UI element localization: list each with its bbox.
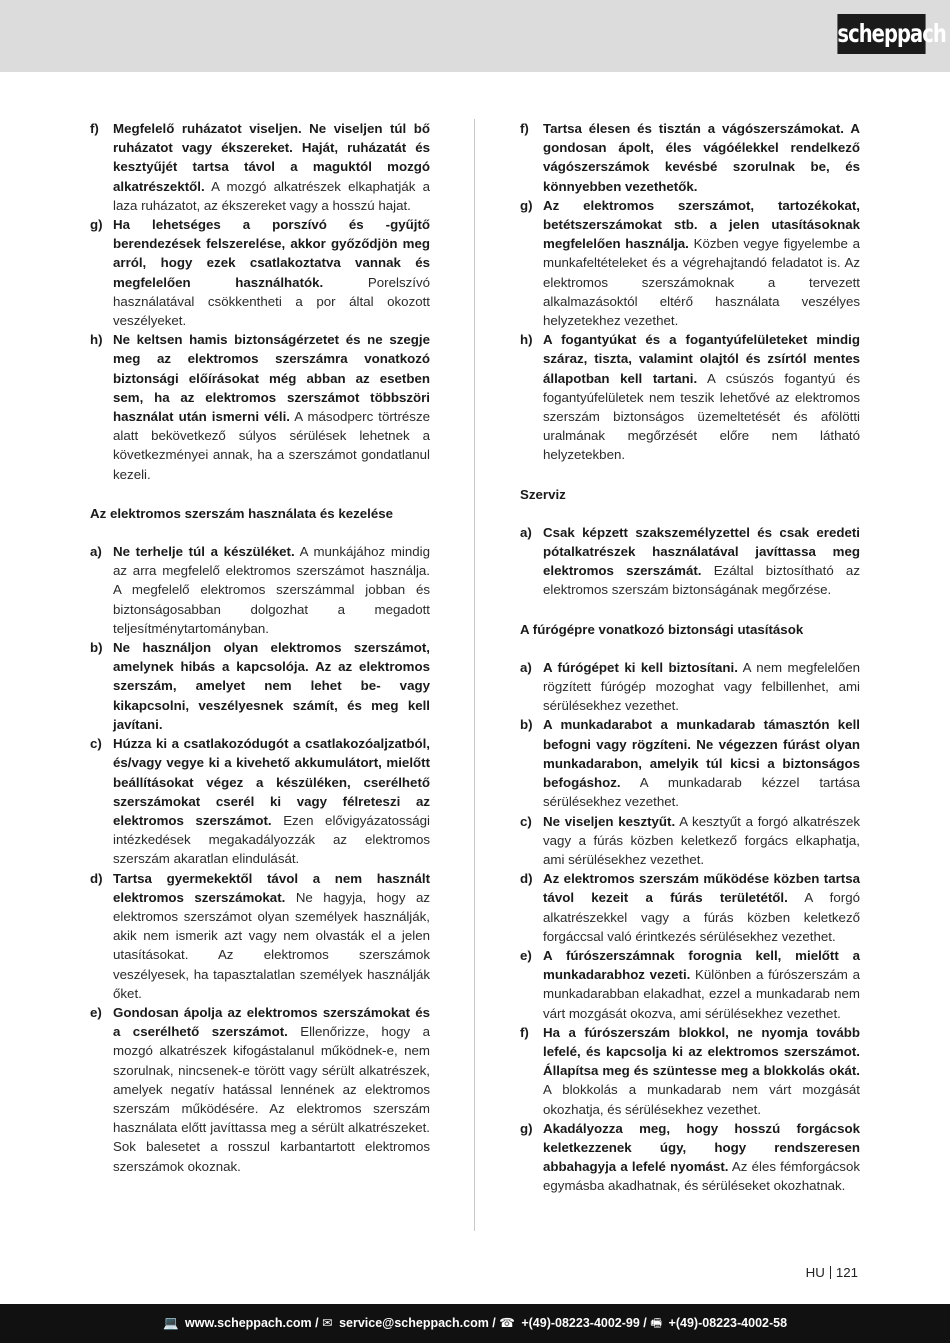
item-marker: g) [520,1120,533,1136]
item-marker: f) [520,121,529,136]
item-bold: A fúrószerszámnak forognia kell, mielőtt a munkadarabhoz vezeti. [543,947,860,983]
item-bold: Akadályozza meg, hogy hosszú forgácsok keletkezzenek úgy, hogy rendszeresen abbahagyja a lefelé nyomást. [543,1120,860,1175]
item-bold: Ne használjon olyan elektromos szerszámot, amelynek hibás a kapcsolója. Az az elektromos szerszám, amelyet nem lehet be- vagy kikapcsolni, veszélyesnek számít, és meg kell javítani. [113,640,430,732]
column-divider [474,119,475,1231]
item-text: A forgó alkatrészekkel vagy a fúrás közben keletkező forgáccsal való érintkezés sérülésekhez vezethet. [543,890,860,944]
item-marker: h) [90,332,103,348]
item-text: A blokkolás a munkadarab nem várt mozgását okozhatja, és sérülésekhez vezethet. [543,1082,860,1117]
item-bold: A munkadarabot a munkadarab támasztón kell befogni vagy rögzíteni. Ne végezzen fúrást olyan munkadarabon, amelyik túl kicsi a biztonságos befogáshoz. [543,717,860,791]
item-text: Ellenőrizze, hogy a mozgó alkatrészek kifogástalanul működnek-e, nem szorulnak, nincsenek-e törött vagy sérült alkatrészek, amelyek negatív hatással lennének az elektromos szerszám működésére. Az elektromos szerszám használata előtt javíttassa meg a sérült alkatrészeket. Sok balesetet a rosszul karbantartott elektromos szerszámok okoznak. [113,1024,430,1174]
header-bar [0,0,950,72]
list-item [90,869,430,1003]
item-marker: g) [90,217,103,233]
fax-number: +(49)-08223-4002-58 [668,1316,788,1330]
item-marker: a) [520,659,532,675]
item-marker: b) [90,640,103,656]
website-link[interactable]: www.scheppach.com / [185,1316,319,1330]
item-marker: e) [90,1004,102,1020]
item-marker: c) [520,813,532,829]
item-marker: f) [90,121,99,136]
item-text: A mozgó alkatrészek elkaphatják a laza ruházatot, az ékszereket vagy a hosszú hajat. [113,178,430,213]
list-item [520,715,860,811]
item-bold: Gondosan ápolja az elektromos szerszámokat és a cserélhető szerszámot. [113,1004,430,1040]
item-marker: b) [520,717,533,733]
list-item [520,869,860,946]
item-bold: Megfelelő ruházatot viseljen. Ne viseljen túl bő ruházatot vagy ékszereket. Haját, ruházatát és kesztyűjét tartsa távol a maguktól mozgó alkatrészektől. [113,121,430,194]
section-heading: A fúrógépre vonatkozó biztonsági utasítások [520,621,804,637]
item-text: A munkájához mindig az arra megfelelő elektromos szerszámot használja. A megfelelő elektromos szerszámmal jobban és biztonságosabban dolgozhat a megadott teljesítménytartományban. [113,544,431,636]
page-num: 121 [835,1265,858,1280]
email-link[interactable]: service@scheppach.com / [339,1316,496,1330]
fax-icon: 🖷 [650,1316,663,1330]
item-text: Ne hagyja, hogy az elektromos szerszámot olyan személyek használják, akik nem ismerik azt vagy nem olvasták el a jelen utasításokat. Az elektromos szerszámok veszélyesek, ha tapasztalatlan személyek használják őket. [113,889,430,1001]
item-text: A másodperc törtrésze alatt bekövetkező súlyos sérülések lehetnek a következményei annak, ha a szerszámot gondatlanul kezeli. [113,409,431,482]
contact-footer [0,1304,950,1343]
computer-icon: 💻 [162,1316,179,1330]
list-item [520,1119,860,1196]
section-heading: Az elektromos szerszám használata és kezelése [90,505,394,521]
list-item [520,812,860,870]
list-item [90,215,430,330]
item-bold: Az elektromos szerszám működése közben tartsa távol kezeit a fúrás területétől. [543,871,860,906]
item-marker: h) [520,332,533,348]
item-text: A munkadarab kézzel tartása sérülésekhez vezethet. [543,775,860,810]
item-text: Ezáltal biztosítható az elektromos szerszám biztonságának megőrzése. [543,563,860,598]
item-bold: Tartsa élesen és tisztán a vágószerszámokat. A gondosan ápolt, éles vágóélekkel rendelkező vágószerszámok kevésbé szorulnak be, és könnyebben vezethetők. [543,121,860,194]
list-item [520,330,860,464]
list-item [90,542,430,638]
list-item [90,734,430,868]
mail-icon: ✉ [322,1316,333,1330]
item-text: Különben a fúrószerszám a munkadarabban elakadhat, ezzel a munkadarab nem várt mozgását okozva, ami sérülésekhez vezethet. [543,967,860,1021]
list-item [90,119,430,215]
list-item [520,946,860,1023]
list-item [520,523,860,600]
left-column [90,119,430,1176]
item-text: A nem megfelelően rögzített fúrógép mozoghat vagy felbillenhet, ami sérülésekhez vezethet. [543,659,860,714]
item-text: Közben vegye figyelembe a munkafeltételeket és a végrehajtandó feladatot is. Az elektromos szerszámoknak a tervezett alkalmazásoktól eltérő használata veszélyes helyzetekhez vezethet. [543,236,860,329]
item-text: A csúszós fogantyú és fogantyúfelületek nem teszik lehetővé az elektromos szerszám biztonságos üzemeltetését és afölötti uralmának megőrzését előre nem látható helyzetekben. [543,370,861,463]
list-item [90,638,430,734]
phone-number: +(49)-08223-4002-99 / [521,1316,647,1330]
item-bold: Ne terhelje túl a készüléket. [113,544,295,560]
item-bold: Ne keltsen hamis biztonságérzetet és ne szegje meg az elektromos szerszámra vonatkozó biztonsági előírásokat még abban az esetben sem, ha az elektromos szerszámot többszöri használat után ismerni véli. [113,332,430,425]
list-item [520,658,860,716]
item-marker: a) [520,524,532,540]
item-marker: f) [520,1024,529,1040]
item-marker: e) [520,947,532,963]
item-bold: Ha a fúrószerszám blokkol, ne nyomja tovább lefelé, és kapcsolja ki az elektromos szerszámot. Állapítsa meg és szüntesse meg a blokkolás okát. [543,1024,860,1079]
section-heading: Szerviz [520,486,566,502]
item-marker: d) [90,870,103,886]
page-separator [830,1266,831,1279]
list-item [90,1003,430,1176]
phone-icon: ☎ [499,1316,515,1330]
item-bold: Tartsa gyermekektől távol a nem használt elektromos szerszámokat. [113,870,430,905]
list-item [520,1023,860,1119]
item-marker: a) [90,544,102,560]
item-bold: Ha lehetséges a porszívó és -gyűjtő berendezések felszerelése, akkor győződjön meg arról, hogy ezek csatlakoztatva vannak és megfelelően használhatók. [113,217,430,290]
right-column [520,119,860,1196]
scheppach-logo: scheppach [837,14,925,54]
language-code: HU [805,1265,825,1280]
item-text: A kesztyűt a forgó alkatrészek vagy a fúrás közben keletkező forgács elkaphatja, ami sérülésekhez vezethet. [543,813,861,867]
item-bold: Ne viseljen kesztyűt. [543,813,676,829]
list-item [90,330,430,484]
item-marker: d) [520,871,533,887]
list-item [520,119,860,196]
item-bold: Húzza ki a csatlakozódugót a csatlakozóaljzatból, és/vagy vegye ki a kivehető akkumulátort, mielőtt beállításokat végez a készüléken, cserélhető szerszámokat cserél ki vagy félreteszi az elektromos szerszámot. [113,736,430,828]
item-marker: g) [520,197,533,213]
page-number [806,1265,858,1280]
item-marker: c) [90,736,102,752]
item-text: Porelszívó használatával csökkentheti a por által okozott veszélyeket. [113,274,430,329]
list-item [520,196,860,330]
item-bold: Csak képzett szakszemélyzettel és csak eredeti pótalkatrészek használatával javíttassa meg elektromos szerszámát. [543,524,860,579]
item-bold: A fogantyúkat és a fogantyúfelületeket mindig száraz, tiszta, valamint olajtól és zsírtól mentes állapotban kell tartani. [543,332,860,386]
item-text: Ezen elővigyázatossági intézkedések megakadályozzák az elektromos szerszám akaratlan elindulását. [113,812,431,867]
item-text: Az éles fémforgácsok egymásba akadhatnak, és sérüléseket okozhatnak. [543,1159,860,1194]
item-bold: A fúrógépet ki kell biztosítani. [543,659,738,675]
item-bold: Az elektromos szerszámot, tartozékokat, betétszerszámokat stb. a jelen utasításoknak megfelelően használja. [543,197,860,252]
